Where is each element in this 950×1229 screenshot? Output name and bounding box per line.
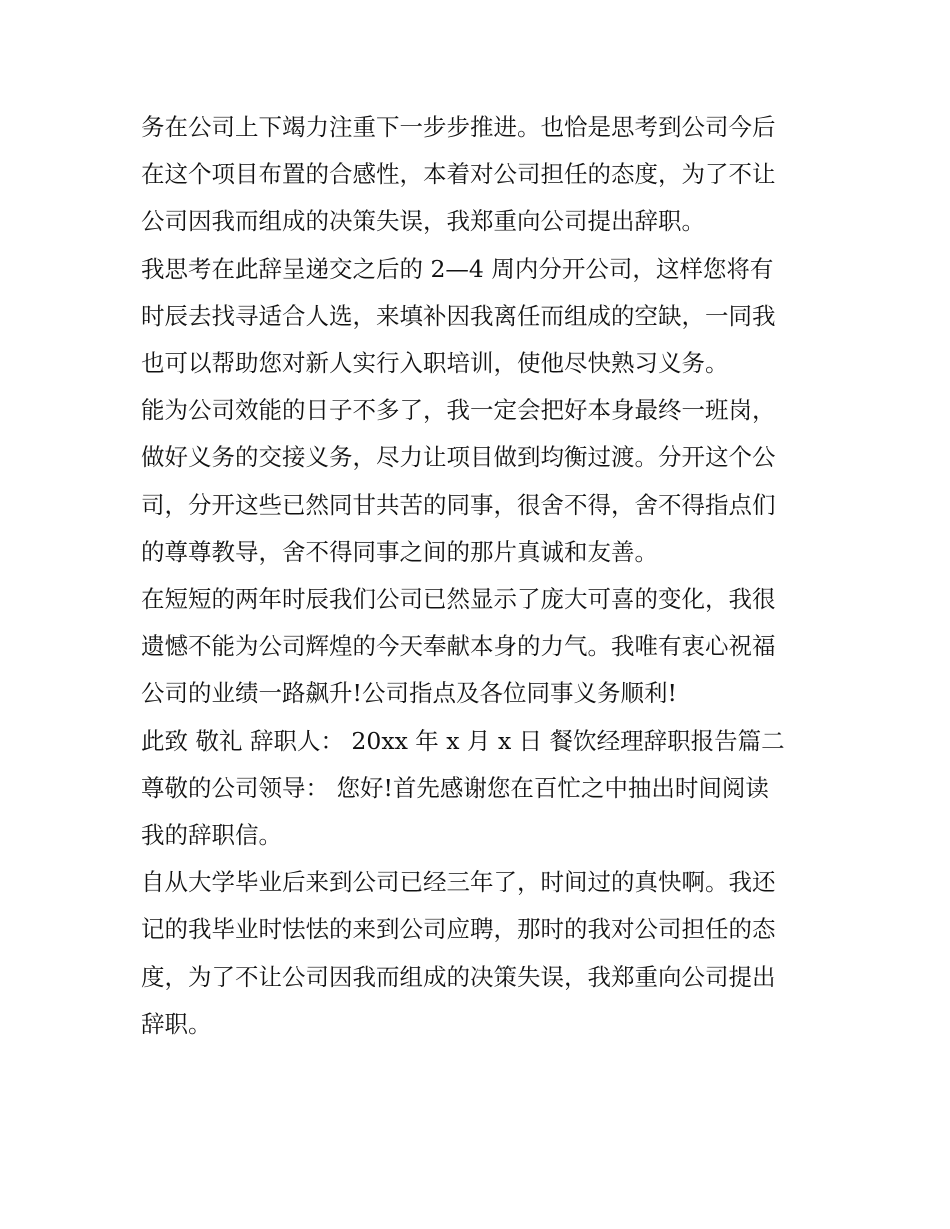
text-line: 时辰去找寻适合人选，来填补因我离任而组成的空缺，一同我 [141,301,776,330]
paragraph-3 [141,387,821,576]
text-line: 我的辞职信。 [141,821,282,850]
paragraph-6 [141,765,821,859]
text-line: 做好义务的交接义务，尽力让项目做到均衡过渡。分开这个公 [141,443,776,472]
text-line: 务在公司上下竭力注重下一步步推进。也恰是思考到公司今后 [141,113,776,141]
paragraph-1 [141,104,821,246]
document-body [141,104,821,1048]
text-line: 公司因我而组成的决策失误，我郑重向公司提出辞职。 [141,207,705,236]
text-line: 此致 敬礼 辞职人： 20xx 年 x 月 x 日 餐饮经理辞职报告篇二 [141,726,785,755]
paragraph-5 [141,718,821,765]
text-line: 尊敬的公司领导： 您好!首先感谢您在百忙之中抽出时间阅读 [141,773,769,802]
text-line: 辞职。 [141,1009,212,1038]
paragraph-2 [141,246,821,388]
text-line: 度，为了不让公司因我而组成的决策失误，我郑重向公司提出 [141,962,776,991]
text-line: 记的我毕业时怯怯的来到公司应聘，那时的我对公司担任的态 [141,915,776,944]
text-line: 我思考在此辞呈递交之后的 2—4 周内分开公司，这样您将有 [141,254,774,283]
text-line: 的尊尊教导，舍不得同事之间的那片真诚和友善。 [141,537,658,566]
text-line: 能为公司效能的日子不多了，我一定会把好本身最终一班岗， [141,396,776,425]
text-line: 自从大学毕业后来到公司已经三年了，时间过的真快啊。我还 [141,868,776,897]
text-line: 在短短的两年时辰我们公司已然显示了庞大可喜的变化，我很 [141,585,776,614]
paragraph-7 [141,859,821,1048]
paragraph-4 [141,576,821,718]
text-line: 司，分开这些已然同甘共苦的同事，很舍不得，舍不得指点们 [141,490,776,519]
text-line: 遗憾不能为公司辉煌的今天奉献本身的力气。我唯有衷心祝福 [141,632,776,661]
text-line: 在这个项目布置的合感性，本着对公司担任的态度，为了不让 [141,160,776,189]
text-line: 公司的业绩一路飙升!公司指点及各位同事义务顺利! [141,679,677,708]
text-line: 也可以帮助您对新人实行入职培训，使他尽快熟习义务。 [141,349,729,378]
